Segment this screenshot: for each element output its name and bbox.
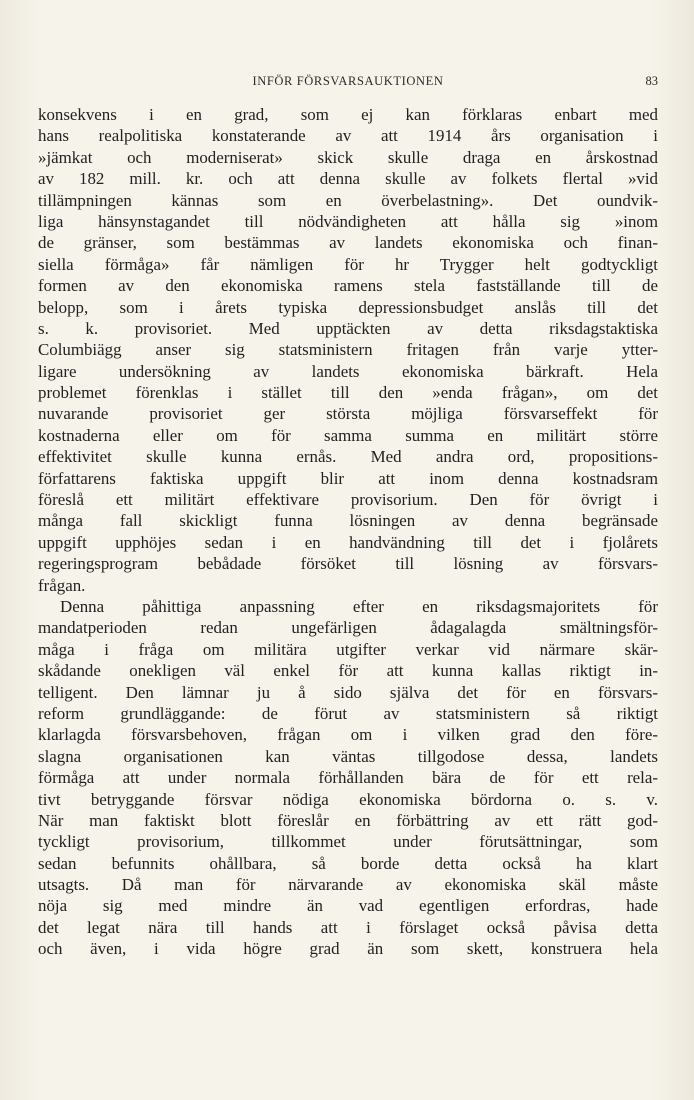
- text-line: När man faktiskt blott föreslår en förbättring av ett rätt god-: [38, 810, 658, 830]
- text-line: mandatperioden redan ungefärligen ådagalagda smältningsför-: [38, 618, 658, 638]
- page-header: [38, 74, 658, 92]
- text-line: tyckligt provisorium, tillkommet under förutsättningar, som: [38, 832, 658, 852]
- text-line: konsekvens i en grad, som ej kan förklaras enbart med: [38, 105, 658, 124]
- text-line: kostnaderna eller om för samma summa en militärt större: [38, 425, 658, 445]
- text-line: telligent. Den lämnar ju å sido själva det för en försvars-: [38, 682, 658, 702]
- text-line: och även, i vida högre grad än som skett, konstruera hela: [38, 939, 658, 959]
- text-line: utsagts. Då man för närvarande av ekonomiska skäl måste: [38, 875, 658, 895]
- text-line: belopp, som i årets typiska depressionsbudget anslås till det: [38, 297, 658, 317]
- text-line: av 182 mill. kr. och att denna skulle av folkets flertal »vid: [38, 169, 658, 189]
- text-line: nöja sig med mindre än vad egentligen erfordras, hade: [38, 896, 658, 916]
- text-line: de gränser, som bestämmas av landets ekonomiska och finan-: [38, 233, 658, 253]
- text-line: tivt betryggande försvar nödiga ekonomiska bördorna o. s. v.: [38, 789, 658, 809]
- text-line: »jämkat och moderniserat» skick skulle draga en årskostnad: [38, 147, 658, 167]
- text-line: formen av den ekonomiska ramens stela fastställande till de: [38, 276, 658, 296]
- text-line: s. k. provisoriet. Med upptäckten av detta riksdagstaktiska: [38, 318, 658, 338]
- text-line: hans realpolitiska konstaterande av att 1914 års organisation i: [38, 126, 658, 146]
- text-line: föreslå ett militärt effektivare provisorium. Den för övrigt i: [38, 490, 658, 510]
- text-line: ligare undersökning av landets ekonomiska bärkraft. Hela: [38, 361, 658, 381]
- text-line: tillämpningen kännas som en överbelastning». Det oundvik-: [38, 190, 658, 210]
- text-line: författarens faktiska uppgift blir att inom denna kostnadsram: [38, 468, 658, 488]
- text-line: måga i fråga om militära utgifter verkar vid närmare skär-: [38, 639, 658, 659]
- text-line: det legat nära till hands att i förslaget också påvisa detta: [38, 917, 658, 937]
- text-line: klarlagda försvarsbehoven, frågan om i vilken grad den före-: [38, 725, 658, 745]
- text-line: slagna organisationen kan väntas tillgodose dessa, landets: [38, 746, 658, 766]
- text-line: nuvarande provisoriet ger största möjliga försvarseffekt för: [38, 404, 658, 424]
- text-line: frågan.: [38, 575, 86, 595]
- text-line: reform grundläggande: de förut av statsministern så riktigt: [38, 703, 658, 723]
- text-line: liga hänsynstagandet till nödvändigheten att hålla sig »inom: [38, 211, 658, 231]
- page-number: 83: [645, 74, 658, 88]
- text-line: effektivitet skulle kunna ernås. Med andra ord, propositions-: [38, 447, 658, 467]
- text-line: siella förmåga» får nämligen för hr Trygger helt godtyckligt: [38, 254, 658, 274]
- running-head: INFÖR FÖRSVARSAUKTIONEN: [252, 74, 444, 88]
- text-line: uppgift upphöjes sedan i en handvändning till det i fjolårets: [38, 532, 658, 552]
- text-line: många fall skickligt funna lösningen av denna begränsade: [38, 511, 658, 531]
- text-line: skådande onekligen väl enkel för att kunna kallas riktigt in-: [38, 661, 658, 681]
- text-line: förmåga att under normala förhållanden bära de för ett rela-: [38, 768, 658, 788]
- body-text: [38, 104, 658, 960]
- text-line: sedan befunnits ohållbara, så borde detta också ha klart: [38, 853, 658, 873]
- text-line: Denna påhittiga anpassning efter en riksdagsmajoritets för: [60, 596, 658, 616]
- text-line: Columbiägg anser sig statsministern fritagen från varje ytter-: [38, 340, 658, 360]
- text-line: regeringsprogram bebådade försöket till lösning av försvars-: [38, 554, 658, 574]
- text-line: problemet förenklas i stället till den »enda frågan», om det: [38, 383, 658, 403]
